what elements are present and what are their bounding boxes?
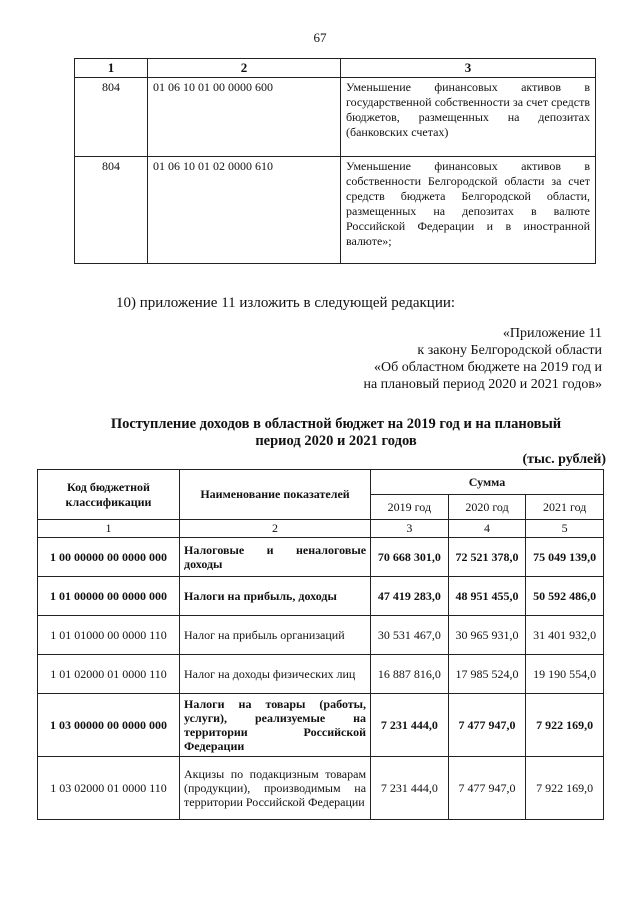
- table-row: [38, 694, 604, 757]
- classification-code-cell: 1 03 02000 01 0000 110: [38, 757, 180, 820]
- admin-code-cell: 804: [75, 157, 148, 264]
- amount-2019-cell: 47 419 283,0: [371, 577, 449, 616]
- table-row: [38, 538, 604, 577]
- page-number: 67: [313, 30, 327, 45]
- column-index: 3: [371, 520, 449, 538]
- document-title: [88, 416, 584, 450]
- indicator-name-cell: Налоги на товары (работы, услуги), реализуемые на территории Российской Федерации: [180, 694, 371, 757]
- classification-code-cell: 01 06 10 01 02 0000 610: [148, 157, 341, 264]
- appendix-line: «Приложение 11: [502, 326, 602, 341]
- name-cell: Уменьшение финансовых активов в собственности Белгородской области за счет средств бюджета Белгородской области, размещенных на депозитах в валюте Российской Федерации и в иностранной валюте»;: [341, 157, 596, 264]
- classification-code-cell: 1 03 00000 00 0000 000: [38, 694, 180, 757]
- table-row: [75, 78, 596, 157]
- continuation-table: [74, 58, 596, 264]
- admin-code-cell: 804: [75, 78, 148, 157]
- column-index: 5: [526, 520, 604, 538]
- table-row: [75, 157, 596, 264]
- column-index: 1: [38, 520, 180, 538]
- amendment-instruction: 10) приложение 11 изложить в следующей редакции:: [116, 295, 456, 311]
- amount-2020-cell: 17 985 524,0: [448, 655, 526, 694]
- table-header-row: [38, 470, 604, 495]
- classification-code-cell: 1 01 00000 00 0000 000: [38, 577, 180, 616]
- year-2020-header: 2020 год: [448, 495, 526, 520]
- appendix-line: «Об областном бюджете на 2019 год и: [374, 360, 602, 375]
- amount-2019-cell: 7 231 444,0: [371, 694, 449, 757]
- column-index: 2: [180, 520, 371, 538]
- column-header: 3: [341, 59, 596, 78]
- amount-2020-cell: 48 951 455,0: [448, 577, 526, 616]
- amount-2021-cell: 19 190 554,0: [526, 655, 604, 694]
- amount-2020-cell: 72 521 378,0: [448, 538, 526, 577]
- column-header: 2: [148, 59, 341, 78]
- indicator-name-cell: Налоги на прибыль, доходы: [180, 577, 371, 616]
- amount-2021-cell: 31 401 932,0: [526, 616, 604, 655]
- table-row: [38, 757, 604, 820]
- name-column-header: Наименование показателей: [180, 470, 371, 520]
- amount-2021-cell: 7 922 169,0: [526, 757, 604, 820]
- column-index-row: [38, 520, 604, 538]
- year-2019-header: 2019 год: [371, 495, 449, 520]
- amount-2019-cell: 30 531 467,0: [371, 616, 449, 655]
- indicator-name-cell: Налоговые и неналоговые доходы: [180, 538, 371, 577]
- amount-2021-cell: 75 049 139,0: [526, 538, 604, 577]
- sum-column-header: Сумма: [371, 470, 604, 495]
- column-header: 1: [75, 59, 148, 78]
- classification-code-cell: 1 00 00000 00 0000 000: [38, 538, 180, 577]
- amount-2019-cell: 7 231 444,0: [371, 757, 449, 820]
- amount-2019-cell: 16 887 816,0: [371, 655, 449, 694]
- appendix-line: к закону Белгородской области: [417, 343, 602, 358]
- amount-2021-cell: 7 922 169,0: [526, 694, 604, 757]
- appendix-line: на плановый период 2020 и 2021 годов»: [363, 377, 602, 392]
- title-line: Поступление доходов в областной бюджет на 2019 год и на плановый: [110, 416, 562, 432]
- table-row: [38, 577, 604, 616]
- amount-2019-cell: 70 668 301,0: [371, 538, 449, 577]
- units-label: (тыс. рублей): [522, 452, 606, 467]
- amount-2020-cell: 7 477 947,0: [448, 694, 526, 757]
- classification-code-cell: 1 01 02000 01 0000 110: [38, 655, 180, 694]
- amount-2020-cell: 30 965 931,0: [448, 616, 526, 655]
- indicator-name-cell: Налог на доходы физических лиц: [180, 655, 371, 694]
- amount-2021-cell: 50 592 486,0: [526, 577, 604, 616]
- revenue-table: [37, 469, 604, 820]
- table-row: [38, 655, 604, 694]
- table-row: [38, 616, 604, 655]
- name-cell: Уменьшение финансовых активов в государственной собственности за счет средств бюджетов, размещенных на депозитах (банковских счетах): [341, 78, 596, 157]
- code-column-header: Код бюджетной классификации: [38, 470, 180, 520]
- title-line: период 2020 и 2021 годов: [255, 433, 417, 449]
- classification-code-cell: 1 01 01000 00 0000 110: [38, 616, 180, 655]
- amount-2020-cell: 7 477 947,0: [448, 757, 526, 820]
- classification-code-cell: 01 06 10 01 00 0000 600: [148, 78, 341, 157]
- year-2021-header: 2021 год: [526, 495, 604, 520]
- table-header-row: [75, 59, 596, 78]
- column-index: 4: [448, 520, 526, 538]
- indicator-name-cell: Налог на прибыль организаций: [180, 616, 371, 655]
- appendix-heading: [322, 325, 602, 393]
- indicator-name-cell: Акцизы по подакцизным товарам (продукции), производимым на территории Российской Федерации: [180, 757, 371, 820]
